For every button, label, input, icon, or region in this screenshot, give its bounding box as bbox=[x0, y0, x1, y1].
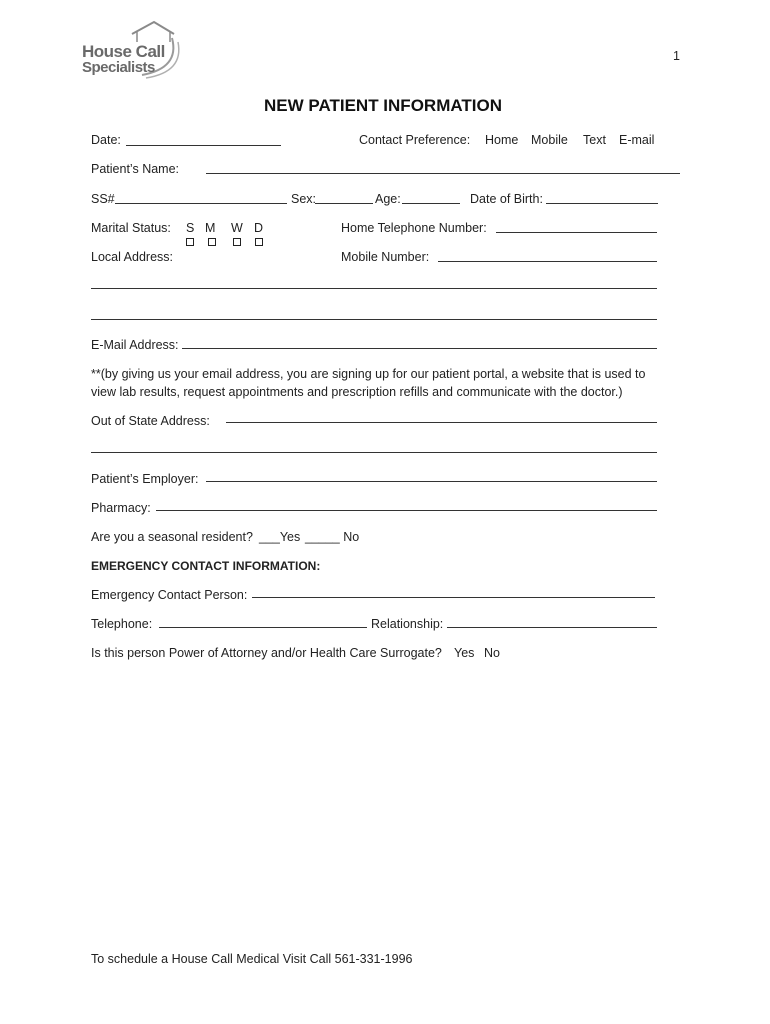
mobile-number-field[interactable] bbox=[438, 261, 657, 262]
marital-checkbox-d[interactable] bbox=[255, 238, 263, 246]
seasonal-question: Are you a seasonal resident? bbox=[91, 530, 253, 544]
dob-field[interactable] bbox=[546, 203, 658, 204]
relationship-field[interactable] bbox=[447, 627, 657, 628]
contact-option-text[interactable]: Text bbox=[583, 133, 606, 147]
form-title: NEW PATIENT INFORMATION bbox=[264, 96, 502, 115]
seasonal-no-option[interactable]: _____ No bbox=[305, 530, 360, 544]
local-address-line-1[interactable] bbox=[91, 288, 657, 289]
logo-line1: House Call bbox=[82, 42, 165, 61]
pharmacy-label: Pharmacy: bbox=[91, 501, 151, 515]
poa-question: Is this person Power of Attorney and/or Health Care Surrogate? bbox=[91, 646, 442, 660]
date-label: Date: bbox=[91, 133, 121, 147]
marital-option-s: S bbox=[186, 221, 195, 235]
marital-option-w: W bbox=[231, 221, 243, 235]
telephone-label: Telephone: bbox=[91, 617, 153, 631]
local-address-label: Local Address: bbox=[91, 250, 173, 264]
employer-field[interactable] bbox=[206, 481, 657, 482]
ss-field[interactable] bbox=[115, 203, 287, 204]
telephone-field[interactable] bbox=[159, 627, 367, 628]
dob-label: Date of Birth: bbox=[470, 192, 543, 206]
footer-schedule-text: To schedule a House Call Medical Visit Call 561-331-1996 bbox=[91, 952, 413, 966]
email-note-line1: **(by giving us your email address, you are signing up for our patient portal, a website that is used to bbox=[91, 367, 646, 381]
mobile-number-label: Mobile Number: bbox=[341, 250, 430, 264]
marital-status-label: Marital Status: bbox=[91, 221, 171, 235]
age-label: Age: bbox=[375, 192, 401, 206]
contact-option-home[interactable]: Home bbox=[485, 133, 519, 147]
date-field[interactable] bbox=[126, 145, 281, 146]
contact-preference-label: Contact Preference: bbox=[359, 133, 471, 147]
email-field[interactable] bbox=[182, 348, 657, 349]
email-note-line2: view lab results, request appointments and prescription refills and communicate with the doctor.) bbox=[91, 385, 623, 399]
marital-option-m: M bbox=[205, 221, 216, 235]
home-phone-label: Home Telephone Number: bbox=[341, 221, 487, 235]
local-address-line-2[interactable] bbox=[91, 319, 657, 320]
out-of-state-field[interactable] bbox=[226, 422, 657, 423]
home-phone-field[interactable] bbox=[496, 232, 657, 233]
poa-no-option[interactable]: No bbox=[484, 646, 500, 660]
email-label: E-Mail Address: bbox=[91, 338, 179, 352]
page-number: 1 bbox=[673, 49, 680, 63]
poa-yes-option[interactable]: Yes bbox=[454, 646, 475, 660]
emergency-person-field[interactable] bbox=[252, 597, 655, 598]
relationship-label: Relationship: bbox=[371, 617, 444, 631]
contact-option-mobile[interactable]: Mobile bbox=[531, 133, 568, 147]
marital-checkbox-m[interactable] bbox=[208, 238, 216, 246]
ss-label: SS# bbox=[91, 192, 115, 206]
logo-line2: Specialists bbox=[82, 59, 155, 76]
marital-checkbox-s[interactable] bbox=[186, 238, 194, 246]
employer-label: Patient’s Employer: bbox=[91, 472, 199, 486]
sex-field[interactable] bbox=[315, 203, 373, 204]
out-of-state-label: Out of State Address: bbox=[91, 414, 210, 428]
patient-name-field[interactable] bbox=[206, 173, 680, 174]
patient-name-label: Patient’s Name: bbox=[91, 162, 180, 176]
sex-label: Sex: bbox=[291, 192, 317, 206]
marital-checkbox-w[interactable] bbox=[233, 238, 241, 246]
logo bbox=[82, 20, 182, 80]
emergency-person-label: Emergency Contact Person: bbox=[91, 588, 248, 602]
marital-option-d: D bbox=[254, 221, 264, 235]
out-of-state-line-2[interactable] bbox=[91, 452, 657, 453]
contact-option-email[interactable]: E-mail bbox=[619, 133, 655, 147]
seasonal-yes-option[interactable]: ___Yes bbox=[259, 530, 301, 544]
pharmacy-field[interactable] bbox=[156, 510, 657, 511]
age-field[interactable] bbox=[402, 203, 460, 204]
emergency-heading: EMERGENCY CONTACT INFORMATION: bbox=[91, 559, 321, 573]
